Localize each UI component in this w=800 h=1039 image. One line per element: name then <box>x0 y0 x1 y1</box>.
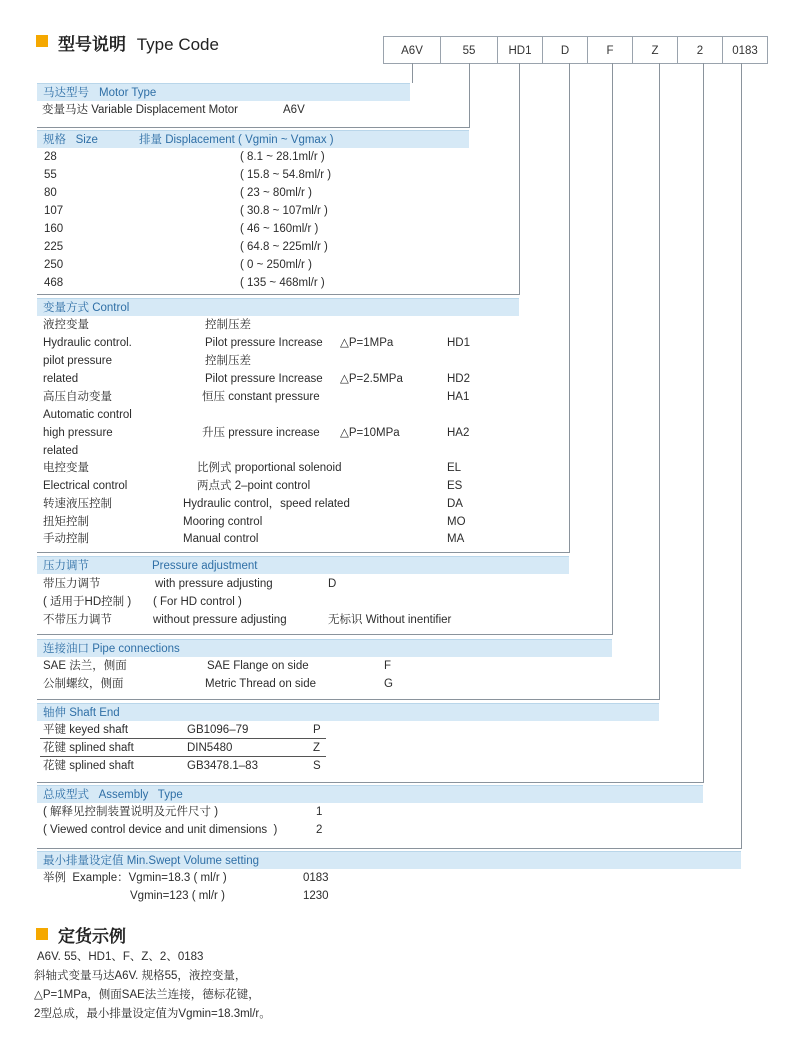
shaft-header: 轴伸 Shaft End <box>37 703 659 721</box>
control-label: pilot pressure <box>43 355 113 367</box>
pressure-label: ( 适用于HD控制 ) <box>43 596 132 608</box>
control-desc: 升压 pressure increase <box>202 427 320 439</box>
connector-size-h <box>37 127 470 128</box>
page-title-cn: 型号说明 <box>58 35 126 54</box>
pressure-label: 不带压力调节 <box>43 614 112 626</box>
control-desc: 恒压 constant pressure <box>202 391 320 403</box>
control-code: HA1 <box>447 391 470 403</box>
control-code: HD1 <box>447 337 471 349</box>
pressure-code: D <box>328 578 337 590</box>
control-label: 手动控制 <box>43 533 89 545</box>
size-row-range: ( 0 ~ 250ml/r ) <box>240 259 312 271</box>
control-code: MO <box>447 516 466 528</box>
code-box-pipe: F <box>587 36 633 64</box>
minvol-code: 1230 <box>303 890 329 902</box>
connector-pressure <box>569 63 570 552</box>
size-header-en: 排量 Displacement ( Vgmin ~ Vgmax ) <box>139 134 334 146</box>
control-label: related <box>43 373 79 385</box>
size-row-size: 160 <box>44 223 64 235</box>
size-row-size: 55 <box>44 169 57 181</box>
code-box-control: HD1 <box>497 36 543 64</box>
order-line: A6V. 55、HD1、F、Z、2、0183 <box>37 951 204 963</box>
pressure-code: 无标识 Without inentifier <box>328 614 452 626</box>
code-box-pressure: D <box>542 36 588 64</box>
pipe-label: 公制螺纹，侧面 <box>43 678 124 690</box>
connector-control <box>519 63 520 294</box>
control-code: EL <box>447 462 462 474</box>
control-delta: △P=1MPa <box>340 337 394 349</box>
code-box-minvol: 0183 <box>722 36 768 64</box>
shaft-label: 花键 splined shaft <box>43 742 134 754</box>
control-desc: Pilot pressure Increase <box>205 373 323 385</box>
pressure-desc: ( For HD control ) <box>153 596 242 608</box>
size-row-range: ( 46 ~ 160ml/r ) <box>240 223 319 235</box>
order-line: 斜轴式变量马达A6V. 规格55，液控变量， <box>34 970 247 982</box>
size-row-range: ( 30.8 ~ 107ml/r ) <box>240 205 328 217</box>
assembly-label: ( 解释见控制装置说明及元件尺寸 ) <box>43 806 219 818</box>
shaft-code: S <box>313 760 321 772</box>
control-delta: △P=2.5MPa <box>340 373 403 385</box>
connector-size <box>469 63 470 127</box>
code-box-assembly: 2 <box>677 36 723 64</box>
title-bullet-icon <box>36 35 48 47</box>
assembly-code: 1 <box>316 806 323 818</box>
control-desc: 控制压差 <box>205 319 251 331</box>
control-desc: Hydraulic control，speed related <box>183 498 350 510</box>
order-title: 定货示例 <box>58 927 126 946</box>
connector-pipe <box>612 63 613 634</box>
control-desc: 比例式 proportional solenoid <box>197 462 342 474</box>
control-label: high pressure <box>43 427 113 439</box>
shaft-standard: GB3478.1–83 <box>187 760 258 772</box>
order-bullet-icon <box>36 928 48 940</box>
connector-shaft-h <box>37 699 660 700</box>
size-row-range: ( 15.8 ~ 54.8ml/r ) <box>240 169 332 181</box>
connector-shaft <box>659 63 660 699</box>
size-header <box>37 130 469 148</box>
order-line: 2型总成，最小排量设定值为Vgmin=18.3ml/r。 <box>34 1008 271 1020</box>
minvol-example: Vgmin=123 ( ml/r ) <box>130 890 225 902</box>
pressure-header-en: Pressure adjustment <box>152 560 258 572</box>
motor-header-cn: 马达型号 <box>43 87 89 99</box>
pressure-desc: without pressure adjusting <box>153 614 287 626</box>
connector-motor <box>412 63 413 83</box>
size-row-range: ( 64.8 ~ 225ml/r ) <box>240 241 328 253</box>
control-desc: Manual control <box>183 533 259 545</box>
order-line: △P=1MPa，侧面SAE法兰连接，德标花键， <box>34 989 260 1001</box>
connector-pipe-h <box>37 634 613 635</box>
size-row-size: 468 <box>44 277 64 289</box>
size-row-range: ( 135 ~ 468ml/r ) <box>240 277 325 289</box>
minvol-header: 最小排量设定值 Min.Swept Volume setting <box>37 851 741 869</box>
size-row-range: ( 8.1 ~ 28.1ml/r ) <box>240 151 325 163</box>
connector-assembly-h <box>37 782 704 783</box>
size-header-cn: 规格 Size <box>43 134 98 146</box>
assembly-code: 2 <box>316 824 323 836</box>
motor-row-value: A6V <box>283 104 305 116</box>
size-row-size: 225 <box>44 241 64 253</box>
control-desc: 两点式 2–point control <box>197 480 311 492</box>
motor-header <box>37 83 410 101</box>
control-desc: Pilot pressure Increase <box>205 337 323 349</box>
control-code: ES <box>447 480 463 492</box>
pressure-header <box>37 556 569 574</box>
control-label: Hydraulic control. <box>43 337 132 349</box>
assembly-header: 总成型式 Assembly Type <box>37 785 703 803</box>
control-label: 扭矩控制 <box>43 516 89 528</box>
motor-header-en: Motor Type <box>99 87 157 99</box>
control-code: MA <box>447 533 465 545</box>
code-box-size: 55 <box>440 36 498 64</box>
size-row-range: ( 23 ~ 80ml/r ) <box>240 187 312 199</box>
size-row-size: 250 <box>44 259 64 271</box>
shaft-label: 平键 keyed shaft <box>43 724 129 736</box>
pressure-header-cn: 压力调节 <box>43 560 89 572</box>
control-label: Electrical control <box>43 480 128 492</box>
size-row-size: 28 <box>44 151 57 163</box>
motor-row-label: 变量马达 Variable Displacement Motor <box>42 104 238 116</box>
control-desc: Mooring control <box>183 516 263 528</box>
control-code: HA2 <box>447 427 470 439</box>
pressure-desc: with pressure adjusting <box>155 578 273 590</box>
page-title <box>58 30 219 55</box>
pipe-desc: SAE Flange on side <box>207 660 309 672</box>
code-box-motor: A6V <box>383 36 441 64</box>
pipe-code: F <box>384 660 392 672</box>
connector-minvol-h <box>37 848 742 849</box>
control-delta: △P=10MPa <box>340 427 400 439</box>
control-label: related <box>43 445 79 457</box>
size-row-size: 80 <box>44 187 57 199</box>
control-label: Automatic control <box>43 409 132 421</box>
pipe-header: 连接油口 Pipe connections <box>37 639 612 657</box>
page-title-en: Type Code <box>136 35 219 54</box>
pressure-label: 带压力调节 <box>43 578 101 590</box>
shaft-standard: GB1096–79 <box>187 724 249 736</box>
control-header: 变量方式 Control <box>37 298 519 316</box>
pipe-code: G <box>384 678 393 690</box>
control-label: 高压自动变量 <box>43 391 112 403</box>
shaft-code: P <box>313 724 321 736</box>
connector-pressure-h <box>37 552 570 553</box>
connector-control-h <box>37 294 520 295</box>
control-label: 电控变量 <box>43 462 89 474</box>
assembly-label: ( Viewed control device and unit dimensions ) <box>43 824 278 836</box>
control-code: HD2 <box>447 373 471 385</box>
size-row-size: 107 <box>44 205 64 217</box>
shaft-label: 花键 splined shaft <box>43 760 134 772</box>
shaft-code: Z <box>313 742 321 754</box>
pipe-desc: Metric Thread on side <box>205 678 317 690</box>
shaft-standard: DIN5480 <box>187 742 233 754</box>
control-desc: 控制压差 <box>205 355 251 367</box>
minvol-example: 举例 Example：Vgmin=18.3 ( ml/r ) <box>43 872 227 884</box>
pipe-label: SAE 法兰，侧面 <box>43 660 127 672</box>
control-label: 转速液压控制 <box>43 498 112 510</box>
control-code: DA <box>447 498 463 510</box>
connector-minvol <box>741 63 742 848</box>
minvol-code: 0183 <box>303 872 329 884</box>
code-box-shaft: Z <box>632 36 678 64</box>
control-label: 液控变量 <box>43 319 89 331</box>
connector-assembly <box>703 63 704 782</box>
